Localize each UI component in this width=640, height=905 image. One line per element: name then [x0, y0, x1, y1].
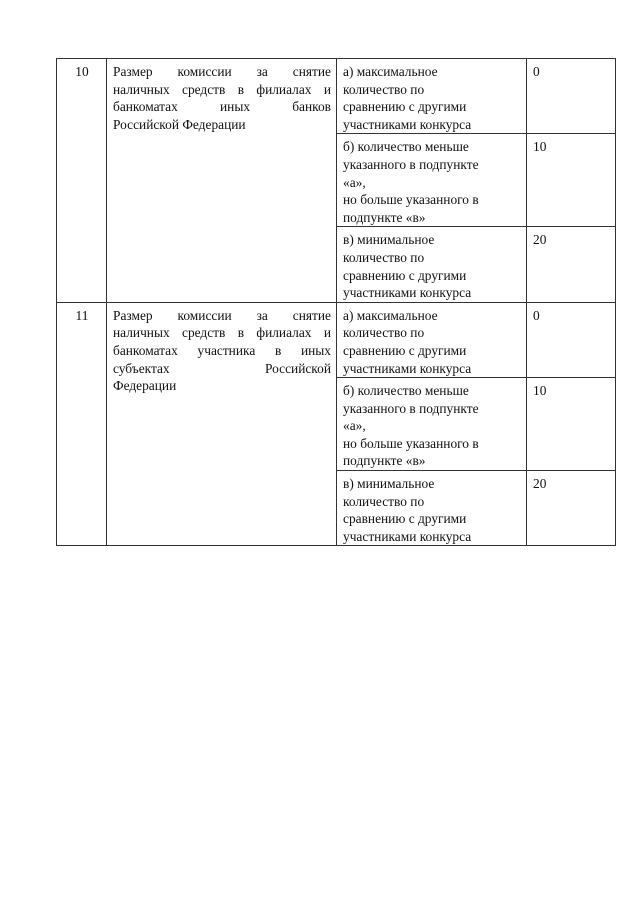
description-line: субъектах Российской	[113, 360, 331, 376]
points-cell: 0	[527, 302, 616, 377]
points-cell: 20	[527, 471, 616, 546]
description-line: наличных средств в филиалах и	[113, 81, 331, 97]
points-cell: 20	[527, 227, 616, 302]
row-number: 11	[57, 302, 107, 546]
criterion-description	[107, 59, 337, 303]
option-line: сравнению с другими	[343, 511, 467, 527]
option-line: «а»,	[343, 418, 366, 434]
option-cell	[337, 378, 527, 471]
option-line: указанного в подпункте	[343, 156, 479, 172]
option-line: участниками конкурса	[343, 285, 472, 301]
table-row	[57, 302, 616, 377]
option-cell	[337, 302, 527, 377]
option-line: б) количество меньше	[343, 383, 469, 399]
criteria-table	[56, 58, 616, 546]
option-line: сравнению с другими	[343, 342, 467, 358]
option-line: участниками конкурса	[343, 360, 472, 376]
description-line: банкоматах иных банков	[113, 99, 331, 115]
table-row	[57, 59, 616, 134]
description-line: банкоматах участника в иных	[113, 342, 331, 358]
points-cell: 10	[527, 134, 616, 227]
description-line: Размер комиссии за снятие	[113, 307, 331, 323]
option-line: но больше указанного в	[343, 435, 479, 451]
option-line: «а»,	[343, 174, 366, 190]
description-line: Размер комиссии за снятие	[113, 64, 331, 79]
option-line: количество по	[343, 493, 425, 509]
option-line: сравнению с другими	[343, 267, 467, 283]
option-line: участниками конкурса	[343, 116, 472, 132]
points-cell: 10	[527, 378, 616, 471]
option-line: в) минимальное	[343, 232, 435, 248]
option-line: а) максимальное	[343, 64, 438, 79]
option-line: а) максимальное	[343, 307, 438, 323]
description-line: Российской Федерации	[113, 116, 246, 132]
option-line: указанного в подпункте	[343, 400, 479, 416]
option-line: количество по	[343, 325, 425, 341]
option-line: количество по	[343, 249, 425, 265]
option-line: но больше указанного в	[343, 192, 479, 208]
option-line: сравнению с другими	[343, 99, 467, 115]
row-number: 10	[57, 59, 107, 303]
points-cell: 0	[527, 59, 616, 134]
option-line: в) минимальное	[343, 476, 435, 492]
option-cell	[337, 134, 527, 227]
option-line: подпункте «в»	[343, 453, 426, 469]
option-line: б) количество меньше	[343, 139, 469, 155]
option-cell	[337, 227, 527, 302]
option-cell	[337, 59, 527, 134]
option-line: участниками конкурса	[343, 528, 472, 544]
option-line: количество по	[343, 81, 425, 97]
description-line: Федерации	[113, 378, 177, 394]
option-line: подпункте «в»	[343, 209, 426, 225]
criterion-description	[107, 302, 337, 546]
description-line: наличных средств в филиалах и	[113, 325, 331, 341]
option-cell	[337, 471, 527, 546]
